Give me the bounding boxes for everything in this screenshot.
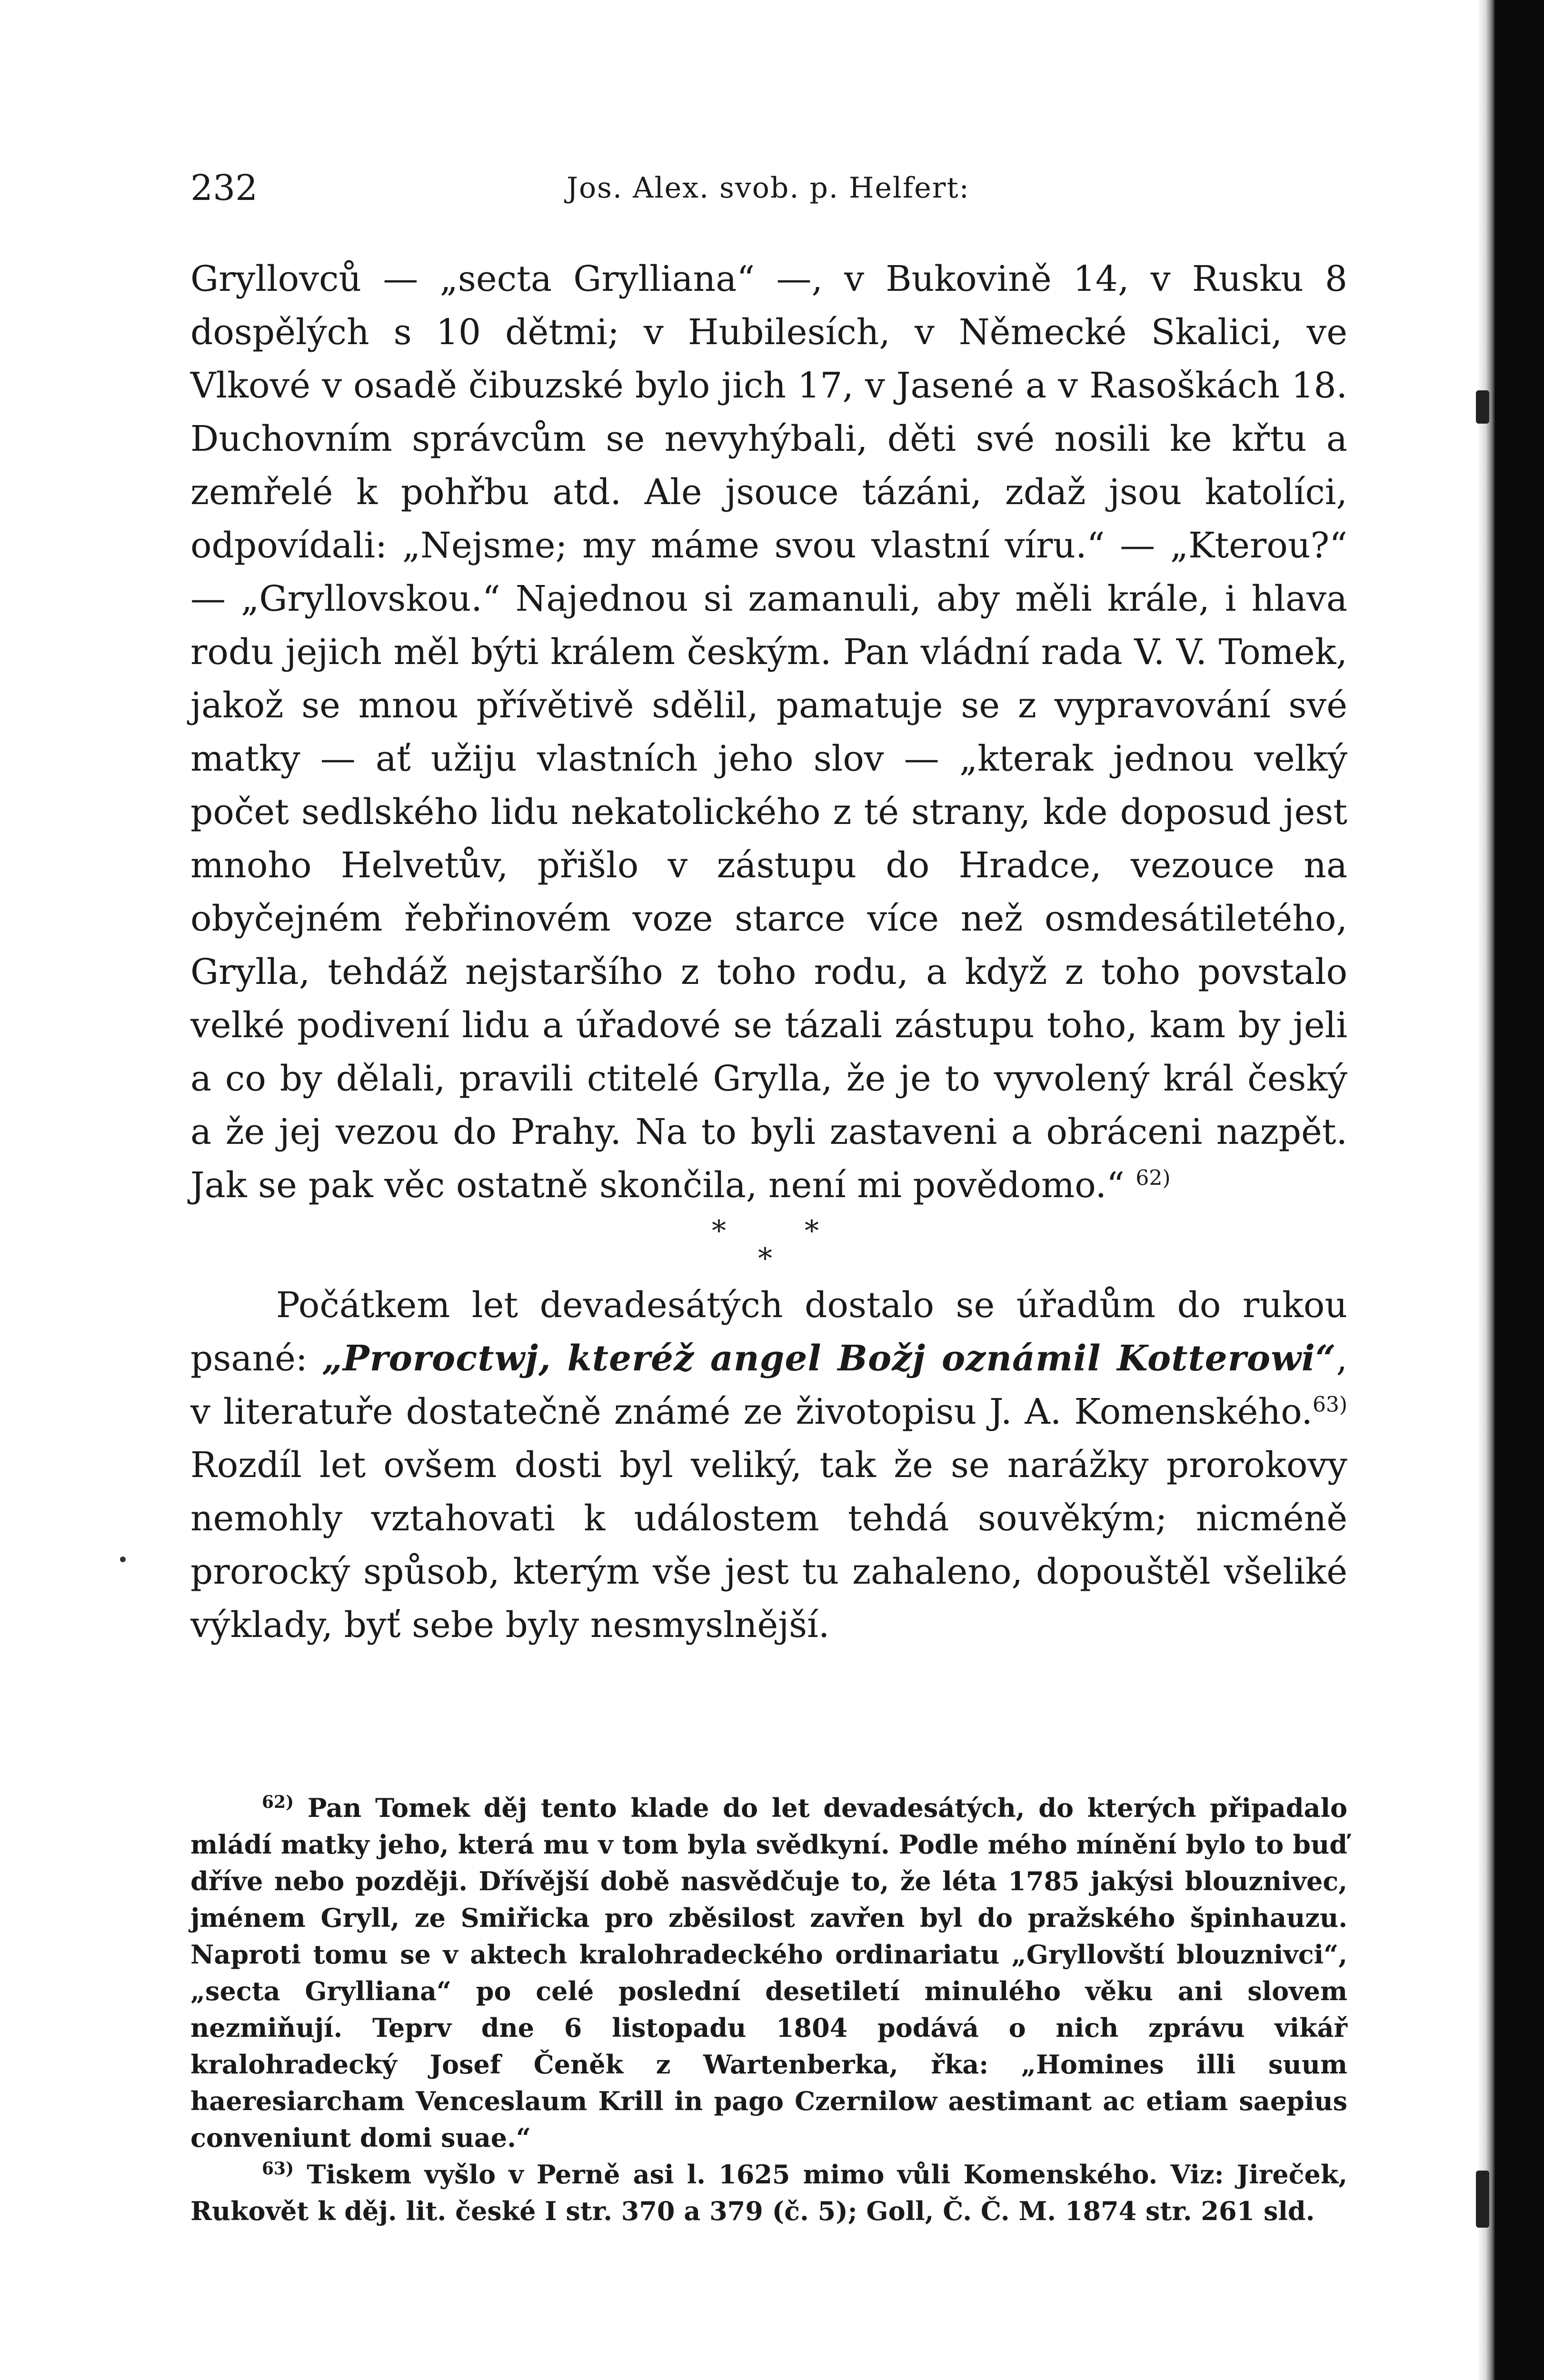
footnote-63-mark: 63)	[262, 2159, 294, 2179]
footnote-63-text: Tiskem vyšlo v Perně asi l. 1625 mimo vůli Komenského. Viz: Jireček, Rukovět k děj. lit. české I str. 370 a 379 (č. 5); Goll, Č. Č. M. 1874 str. 261 sld.	[190, 2159, 1347, 2226]
asterisk: *	[758, 1242, 772, 1275]
main-text	[190, 252, 1347, 1652]
margin-speck	[120, 1557, 126, 1562]
scan-border	[1495, 0, 1544, 2380]
footnote-ref-62: 62)	[1136, 1166, 1171, 1190]
running-head: Jos. Alex. svob. p. Helfert:	[567, 171, 970, 205]
paragraph-1-text: Gryllovců — „secta Grylliana“ —, v Bukovině 14, v Rusku 8 dospělých s 10 dětmi; v Hubilesích, v Německé Skalici, ve Vlkové v osadě čibuzské bylo jich 17, v Jasené a v Rasoškách 18. Duchovním správcům se nevyhýbali, děti své nosili ke křtu a zemřelé k pohřbu atd. Ale jsouce tázáni, zdaž jsou katolíci, odpovídali: „Nejsme; my máme svou vlastní víru.“ — „Kterou?“ — „Gryllovskou.“ Najednou si zamanuli, aby měli krále, i hlava rodu jejich měl býti králem českým. Pan vládní rada V. V. Tomek, jakož se mnou přívětivě sdělil, pamatuje se z vypravování své matky — ať užiju vlastních jeho slov — „kterak jednou velký počet sedlského lidu nekatolického z té strany, kde doposud jest mnoho Helvetův, přišlo v zástupu do Hradce, vezouce na obyčejném řebřinovém voze starce více než osmdesátiletého, Grylla, tehdáž nejstaršího z toho rodu, a když z toho povstalo velké podivení lidu a úřadové se tázali zástupu toho, kam by jeli a co by dělali, pravili ctitelé Grylla, že je to vyvolený král český a že jej vezou do Prahy. Na to byli zastaveni a obráceni nazpět. Jak se pak věc ostatně skončila, není mi povědomo.“	[190, 258, 1347, 1206]
page-spine-shadow	[1478, 0, 1495, 2380]
asterisk: *	[805, 1214, 819, 1248]
footnote-63	[190, 2156, 1347, 2230]
footnote-62	[190, 1790, 1347, 2156]
spine-mark	[1476, 390, 1489, 424]
paragraph-1	[190, 252, 1347, 1212]
asterisk: *	[712, 1214, 726, 1248]
paragraph-2-text-a: Počátkem let devadesátých dostalo se úřadům do rukou psané:	[190, 1285, 1347, 1379]
footnotes	[190, 1790, 1347, 2230]
page-number: 232	[190, 168, 258, 208]
asterism-divider	[190, 1214, 1347, 1275]
paragraph-2-text-b: , v literatuře dostatečně známé ze životopisu J. A. Komenského.	[190, 1338, 1347, 1432]
paragraph-2-text-c: Rozdíl let ovšem dosti byl veliký, tak že se narážky prorokovy nemohly vztahovati k událostem tehdá souvěkým; nicméně prorocký spůsob, kterým vše jest tu zahaleno, dopouštěl všeliké výklady, byť sebe byly nesmyslnější.	[190, 1445, 1347, 1646]
page-header	[190, 162, 1347, 214]
footnote-ref-63: 63)	[1312, 1392, 1347, 1417]
spine-mark	[1476, 2171, 1489, 2228]
paragraph-2	[190, 1279, 1347, 1652]
footnote-62-text: Pan Tomek děj tento klade do let devadesátých, do kterých připadalo mládí matky jeho, která mu v tom byla svědkyní. Podle mého mínění bylo to buď dříve nebo později. Dřívější době nasvědčuje to, že léta 1785 jakýsi blouznivec, jménem Gryll, ze Smiřicka pro zběsilost zavřen byl do pražského špinhauzu. Naproti tomu se v aktech kralohradeckého ordinariatu „Gryllovští blouznivci“, „secta Grylliana“ po celé poslední desetiletí minulého věku ani slovem nezmiňují. Teprv dne 6 listopadu 1804 podává o nich zprávu vikář kralohradecký Josef Čeněk z Wartenberka, řka: „Homines illi suum haeresiarcham Venceslaum Krill in pago Czernilow aestimant ac etiam saepius conveniunt domi suae.“	[190, 1793, 1347, 2153]
footnote-62-mark: 62)	[262, 1792, 294, 1812]
fraktur-title: „Proroctwj, kteréž angel Božj oznámil Kotterowi“	[322, 1338, 1336, 1379]
